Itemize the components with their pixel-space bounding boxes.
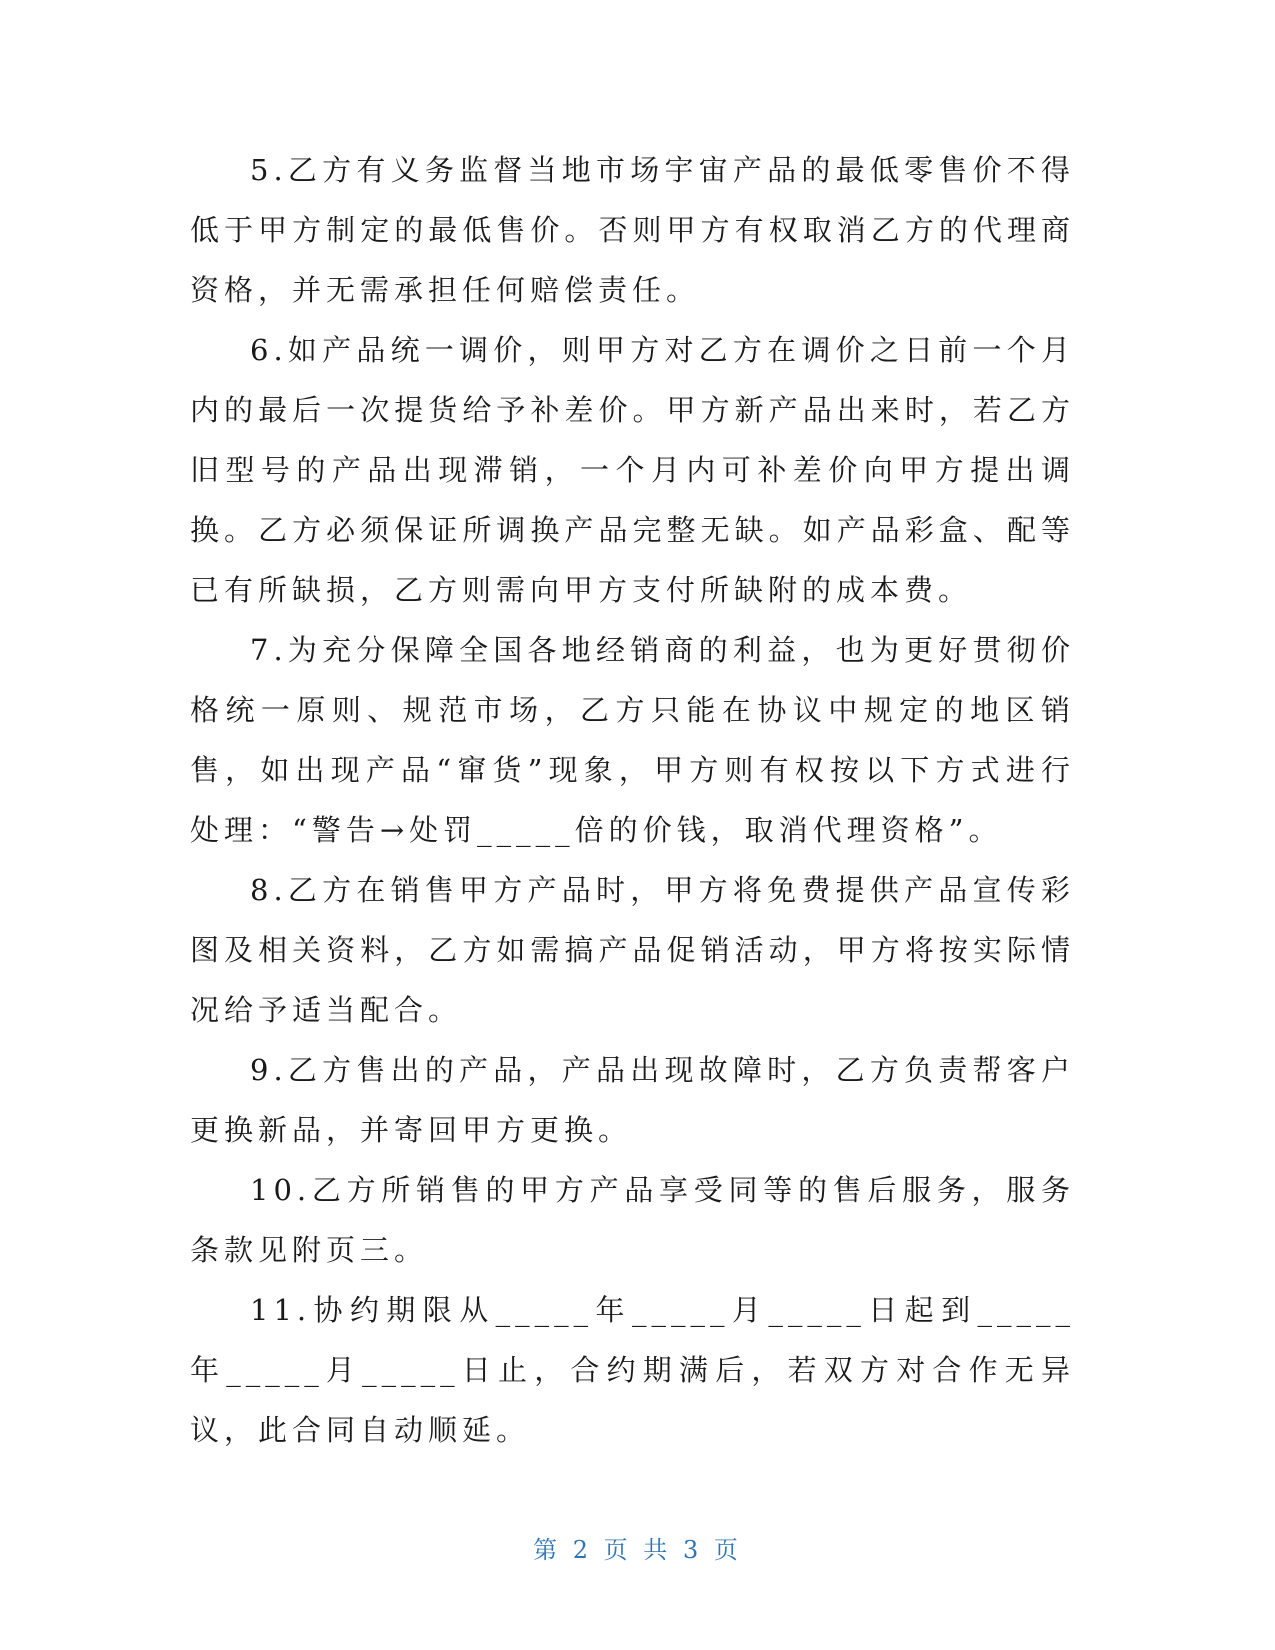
clause-6: 6.如产品统一调价，则甲方对乙方在调价之日前一个月内的最后一次提货给予补差价。甲方新产品出来时，若乙方旧型号的产品出现滞销，一个月内可补差价向甲方提出调换。乙方必须保证所调换产品完整无缺。如产品彩盒、配等已有所缺损，乙方则需向甲方支付所缺附的成本费。 [190, 333, 1075, 607]
page-number-footer: 第 2 页 共 3 页 [533, 1536, 742, 1564]
clause-11: 11.协约期限从_____年_____月_____日起到_____年_____月_____日止，合约期满后，若双方对合作无异议，此合同自动顺延。 [190, 1293, 1075, 1447]
clause-10: 10.乙方所销售的甲方产品享受同等的售后服务，服务条款见附页三。 [190, 1173, 1075, 1267]
clause-7: 7.为充分保障全国各地经销商的利益，也为更好贯彻价格统一原则、规范市场，乙方只能在协议中规定的地区销售，如出现产品“窜货”现象，甲方则有权按以下方式进行处理：“警告→处罚_____倍的价钱，取消代理资格”。 [190, 633, 1075, 847]
clause-5: 5.乙方有义务监督当地市场宇宙产品的最低零售价不得低于甲方制定的最低售价。否则甲方有权取消乙方的代理商资格，并无需承担任何赔偿责任。 [190, 153, 1075, 307]
clause-8: 8.乙方在销售甲方产品时，甲方将免费提供产品宣传彩图及相关资料，乙方如需搞产品促销活动，甲方将按实际情况给予适当配合。 [190, 873, 1075, 1027]
clause-9: 9.乙方售出的产品，产品出现故障时，乙方负责帮客户更换新品，并寄回甲方更换。 [190, 1053, 1075, 1147]
document-body [190, 140, 1075, 1460]
